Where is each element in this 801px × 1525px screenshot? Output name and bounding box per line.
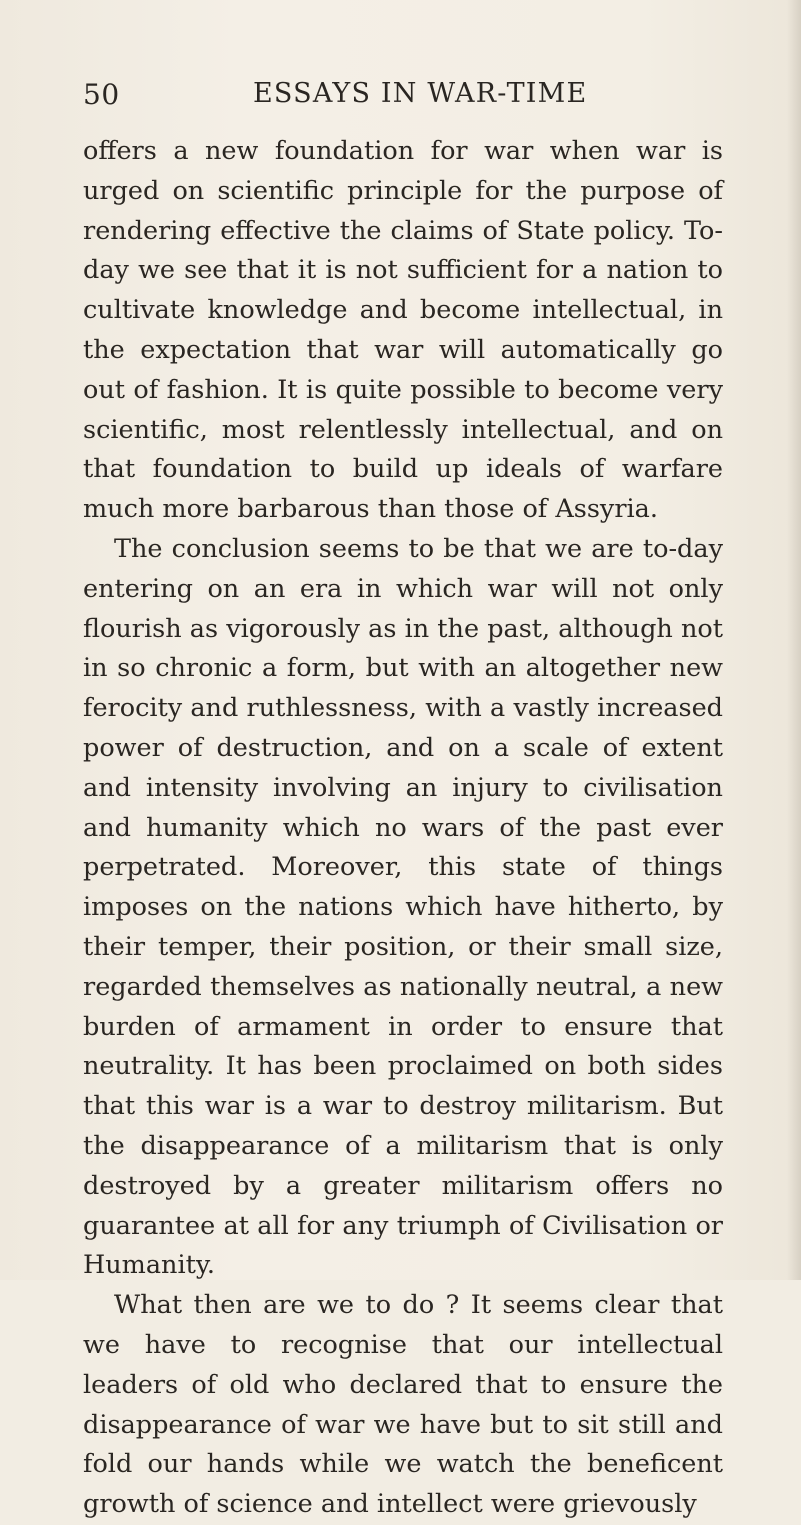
running-title: ESSAYS IN WAR-TIME (253, 78, 588, 109)
running-head (83, 78, 723, 118)
body-text (83, 132, 723, 1525)
paragraph: What then are we to do ? It seems clear that we have to recognise that our intellectual leaders of old who declared that to ensure the disappearance of war we have but to sit still and fold our hands while we watch the beneficent growth of science and intellect were grievously (83, 1290, 723, 1520)
page-number: 50 (83, 78, 120, 111)
paragraph-continued: offers a new foundation for war when war is urged on scientific principle for the purpose of rendering effective the claims of State policy. To-day we see that it is not sufficient for a nation to cultivate knowledge and become intellectual, in the expectation that war will automatically go out of fashion. It is quite possible to become very scientific, most relentlessly intellectual, and on that foundation to build up ideals of warfare much more barbarous than those of Assyria. (83, 136, 723, 525)
paragraph: The conclusion seems to be that we are to-day entering on an era in which war will not only flourish as vigorously as in the past, although not in so chronic a form, but with an altogether new ferocity and ruthlessness, with a vastly increased power of destruction, and on a scale of extent and intensity involving an injury to civilisation and humanity which no wars of the past ever perpetrated. Moreover, this state of things imposes on the nations which have hitherto, by their temper, their position, or their small size, regarded themselves as nationally neutral, a new burden of armament in order to ensure that neutrality. It has been proclaimed on both sides that this war is a war to destroy militarism. But the disappearance of a militarism that is only destroyed by a greater militarism offers no guarantee at all for any triumph of Civilisation or Humanity. (83, 533, 723, 1281)
page-edge-shadow (787, 0, 801, 1280)
